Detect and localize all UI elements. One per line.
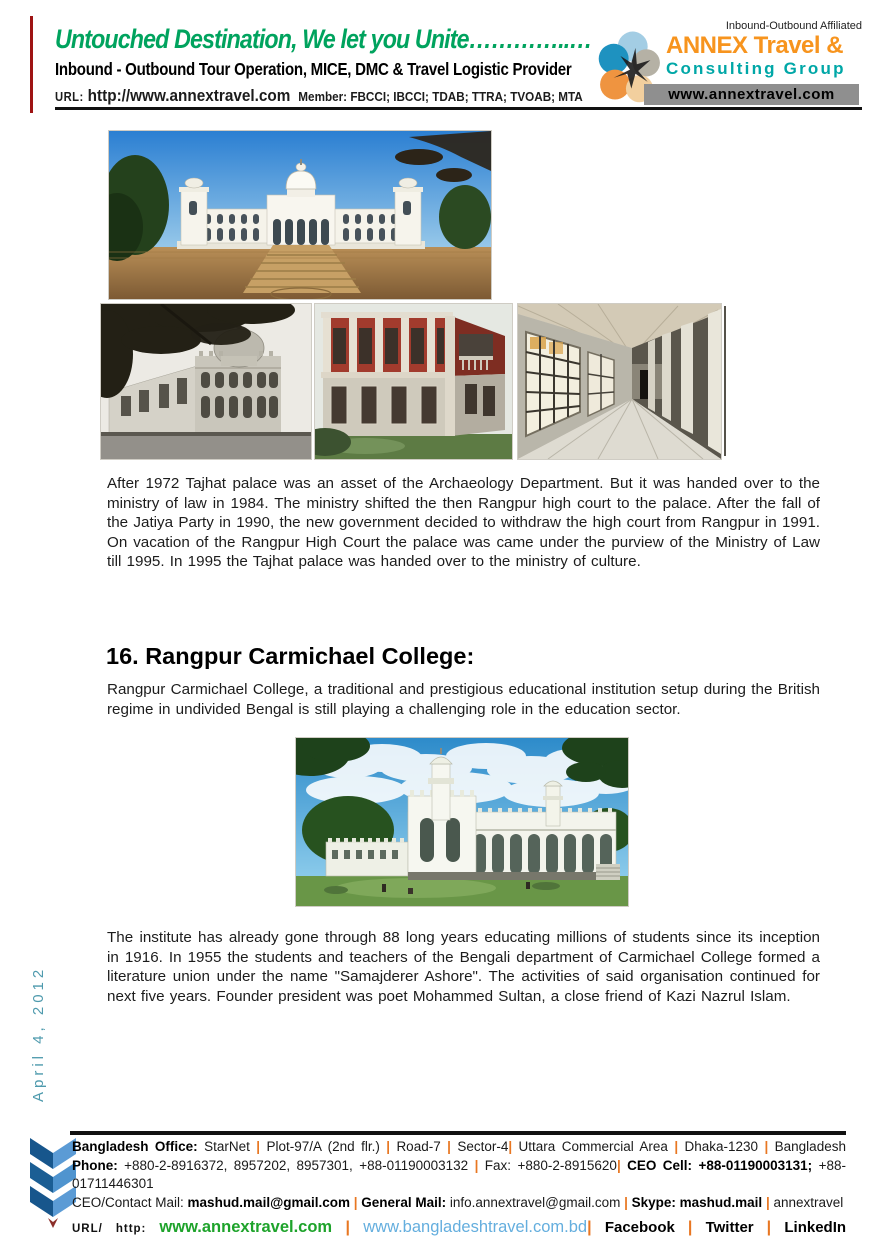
ruin-dome-illustration [101, 304, 311, 459]
company-tagline [55, 24, 679, 55]
bangladeshtravel-link[interactable]: www.bangladeshtravel.com.bd [363, 1218, 588, 1236]
section-heading-carmichael-college: 16. Rangpur Carmichael College: [106, 643, 475, 669]
logo-name-line2: Consulting Group [666, 59, 846, 78]
office-city: Dhaka-1230 [684, 1139, 765, 1154]
header-accent-line [30, 16, 33, 113]
photo-tajhat-palace-front [108, 130, 492, 300]
sidebar-date: April 4, 2012 [30, 965, 47, 1102]
separator: | [474, 1157, 485, 1173]
footer-contact-block [72, 1138, 846, 1241]
office-plot: Plot-97/A (2nd flr.) [266, 1139, 387, 1154]
office-road: Road-7 [396, 1139, 448, 1154]
skype-id: Skype: mashud.mail [631, 1194, 766, 1210]
photo-carmichael-college [295, 737, 629, 907]
separator: | [766, 1219, 785, 1236]
separator: | [764, 1139, 775, 1154]
general-mail-address[interactable]: info.annextravel@gmail.com [449, 1194, 625, 1210]
photo-row-divider-line [724, 306, 726, 456]
phone-numbers: +880-2-8916372, 8957202, 8957301, +88-01190003132 [124, 1157, 475, 1173]
ceo-cell-number-2: +88-01711446301 [72, 1157, 846, 1191]
linkedin-link[interactable]: LinkedIn [784, 1219, 847, 1236]
tajhat-palace-illustration [109, 131, 491, 299]
facebook-link[interactable]: Facebook [604, 1219, 688, 1236]
logo-website-link[interactable]: www.annextravel.com [644, 84, 859, 105]
separator: | [386, 1139, 397, 1154]
paragraph-college-history: The institute has already gone through 88 long years educating millions of students since its inception in 1916. In 1955 the students and teachers of the Bengali department of Carmichael College formed a literature union under the name "Samajderer Ashore". The activities of said organisation continued for next five years. Founder president was poet Mohammed Sultan, a close friend of Kazi Nazrul Islam. [107, 929, 820, 1005]
logo-name-line1: ANNEX Travel & [666, 32, 844, 59]
member-list: Member: FBCCI; IBCCI; TDAB; TTRA; TVOAB; MTA [298, 89, 583, 104]
corridor-illustration [518, 304, 721, 459]
separator: | [587, 1219, 605, 1236]
footer-phone-line [72, 1157, 846, 1194]
office-area: Uttara Commercial Area [518, 1139, 675, 1154]
photo-tajhat-corridor [517, 303, 722, 460]
office-country: Bangladesh [774, 1139, 846, 1154]
separator: | [508, 1139, 519, 1154]
office-label: Bangladesh Office: [72, 1139, 205, 1154]
office-sector: Sector-4 [457, 1139, 509, 1154]
contact-mail-label: CEO/Contact Mail: [72, 1194, 188, 1210]
twitter-link[interactable]: Twitter [705, 1219, 767, 1236]
college-illustration [296, 738, 628, 906]
footer-links-line [72, 1215, 846, 1241]
separator: | [624, 1194, 632, 1210]
general-mail-label: General Mail: [361, 1194, 450, 1210]
url-label: URL: [55, 90, 84, 104]
header-url-line [55, 86, 641, 106]
annextravel-link[interactable]: www.annextravel.com [159, 1218, 346, 1236]
footer-address-line [72, 1138, 846, 1157]
separator: | [687, 1219, 706, 1236]
phone-label: Phone: [72, 1157, 125, 1173]
separator: | [256, 1139, 267, 1154]
header-url-line-inner [55, 86, 583, 106]
url-http-label: URL/ http: [72, 1223, 160, 1235]
company-subtitle [55, 59, 656, 80]
photo-tajhat-red-building [314, 303, 513, 460]
logo-affiliation-text: Inbound-Outbound Affiliated [725, 20, 862, 32]
separator: | [674, 1139, 685, 1154]
office-name: StarNet [204, 1139, 257, 1154]
separator: | [616, 1157, 628, 1173]
separator: | [345, 1219, 364, 1236]
footer-mail-line [72, 1194, 846, 1213]
company-tagline-text: Untouched Destination, We let you Unite…………..… [55, 24, 592, 54]
paragraph-tajhat-history: After 1972 Tajhat palace was an asset of the Archaeology Department. But it was handed over to the ministry of law in 1984. The ministry shifted the then Rangpur high court to the palace. After the fall of the Jatiya Party in 1990, the new government decided to withdraw the high court from Rangpur in 1991. On vacation of the Rangpur High Court the palace was came under the purview of the Ministry of Law till 1995. In 1995 the Tajhat palace was handed over to the ministry of culture. [107, 475, 820, 571]
separator: | [447, 1139, 458, 1154]
contact-mail-address[interactable]: mashud.mail@gmail.com [187, 1194, 354, 1210]
fax-number: Fax: +880-2-8915620 [484, 1157, 617, 1173]
ceo-cell-number: CEO Cell: +88-01190003131; [627, 1157, 819, 1173]
skype-alt-id: annextravel [773, 1194, 844, 1210]
photo-tajhat-ruin-dome [100, 303, 312, 460]
separator: | [353, 1194, 362, 1210]
paragraph-college-intro: Rangpur Carmichael College, a traditional and prestigious educational institution setup during the British regime in undivided Bengal is still playing a challenging role in the education sector. [107, 681, 820, 718]
company-subtitle-text: Inbound - Outbound Tour Operation, MICE, DMC & Travel Logistic Provider [55, 59, 572, 79]
red-building-illustration [315, 304, 512, 459]
company-logo [596, 14, 862, 114]
separator: | [765, 1194, 774, 1210]
footer-divider [70, 1131, 846, 1135]
company-url-link[interactable]: http://www.annextravel.com [87, 86, 291, 105]
